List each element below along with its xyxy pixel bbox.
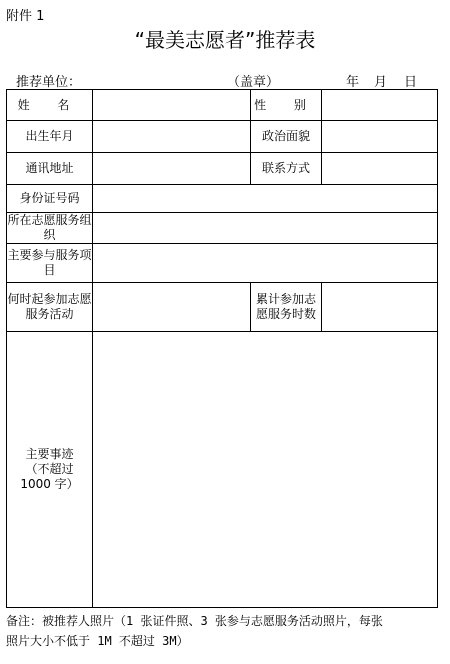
id-number-label: 身份证号码 (7, 185, 93, 213)
gender-label: 性 别 (251, 90, 322, 121)
politics-field[interactable] (322, 121, 438, 153)
main-deeds-limit: （不超过 (25, 462, 74, 476)
contact-label: 联系方式 (251, 153, 322, 185)
table-row (7, 213, 438, 244)
table-row (7, 283, 438, 332)
main-deeds-title: 主要事迹 (25, 447, 74, 461)
table-row (7, 332, 438, 608)
service-projects-label: 主要参与服务项目 (7, 244, 93, 283)
start-time-field[interactable] (93, 283, 251, 332)
service-projects-field[interactable] (93, 244, 438, 283)
address-field[interactable] (93, 153, 251, 185)
birth-label: 出生年月 (7, 121, 93, 153)
recommendation-form-table (6, 89, 438, 608)
seal-label: （盖章） (227, 75, 280, 90)
attachment-label: 附件 1 (6, 9, 45, 24)
month-label: 月 (374, 75, 388, 90)
service-hours-field[interactable] (322, 283, 438, 332)
politics-label: 政治面貌 (251, 121, 322, 153)
table-row (7, 121, 438, 153)
year-label: 年 (346, 75, 360, 90)
volunteer-org-label: 所在志愿服务组织 (7, 213, 92, 242)
table-row (7, 90, 438, 121)
day-label: 日 (404, 75, 418, 90)
contact-field[interactable] (322, 153, 438, 185)
table-row (7, 153, 438, 185)
id-number-field[interactable] (93, 185, 438, 213)
photo-note-line-1: 备注：被推荐人照片（1 张证件照、3 张参与志愿服务活动照片，每张 (6, 614, 383, 628)
recommending-unit-label: 推荐单位： (16, 75, 82, 90)
recommending-unit-line (0, 71, 450, 89)
photo-note-line-2: 照片大小不低于 1M 不超过 3M） (6, 634, 189, 648)
table-row (7, 244, 438, 283)
form-title: “最美志愿者”推荐表 (134, 28, 316, 52)
start-time-label: 何时起参加志愿服务活动 (7, 283, 93, 332)
service-hours-label: 累计参加志愿服务时数 (251, 283, 322, 332)
main-deeds-limit-count: 1000 字） (20, 477, 79, 491)
table-row (7, 185, 438, 213)
volunteer-org-field[interactable] (93, 213, 438, 244)
main-deeds-field[interactable] (93, 332, 438, 608)
photo-note (6, 611, 446, 651)
name-label: 姓 名 (7, 90, 93, 121)
main-deeds-label (7, 332, 93, 608)
gender-field[interactable] (322, 90, 438, 121)
name-field[interactable] (93, 90, 251, 121)
address-label: 通讯地址 (7, 153, 93, 185)
birth-field[interactable] (93, 121, 251, 153)
